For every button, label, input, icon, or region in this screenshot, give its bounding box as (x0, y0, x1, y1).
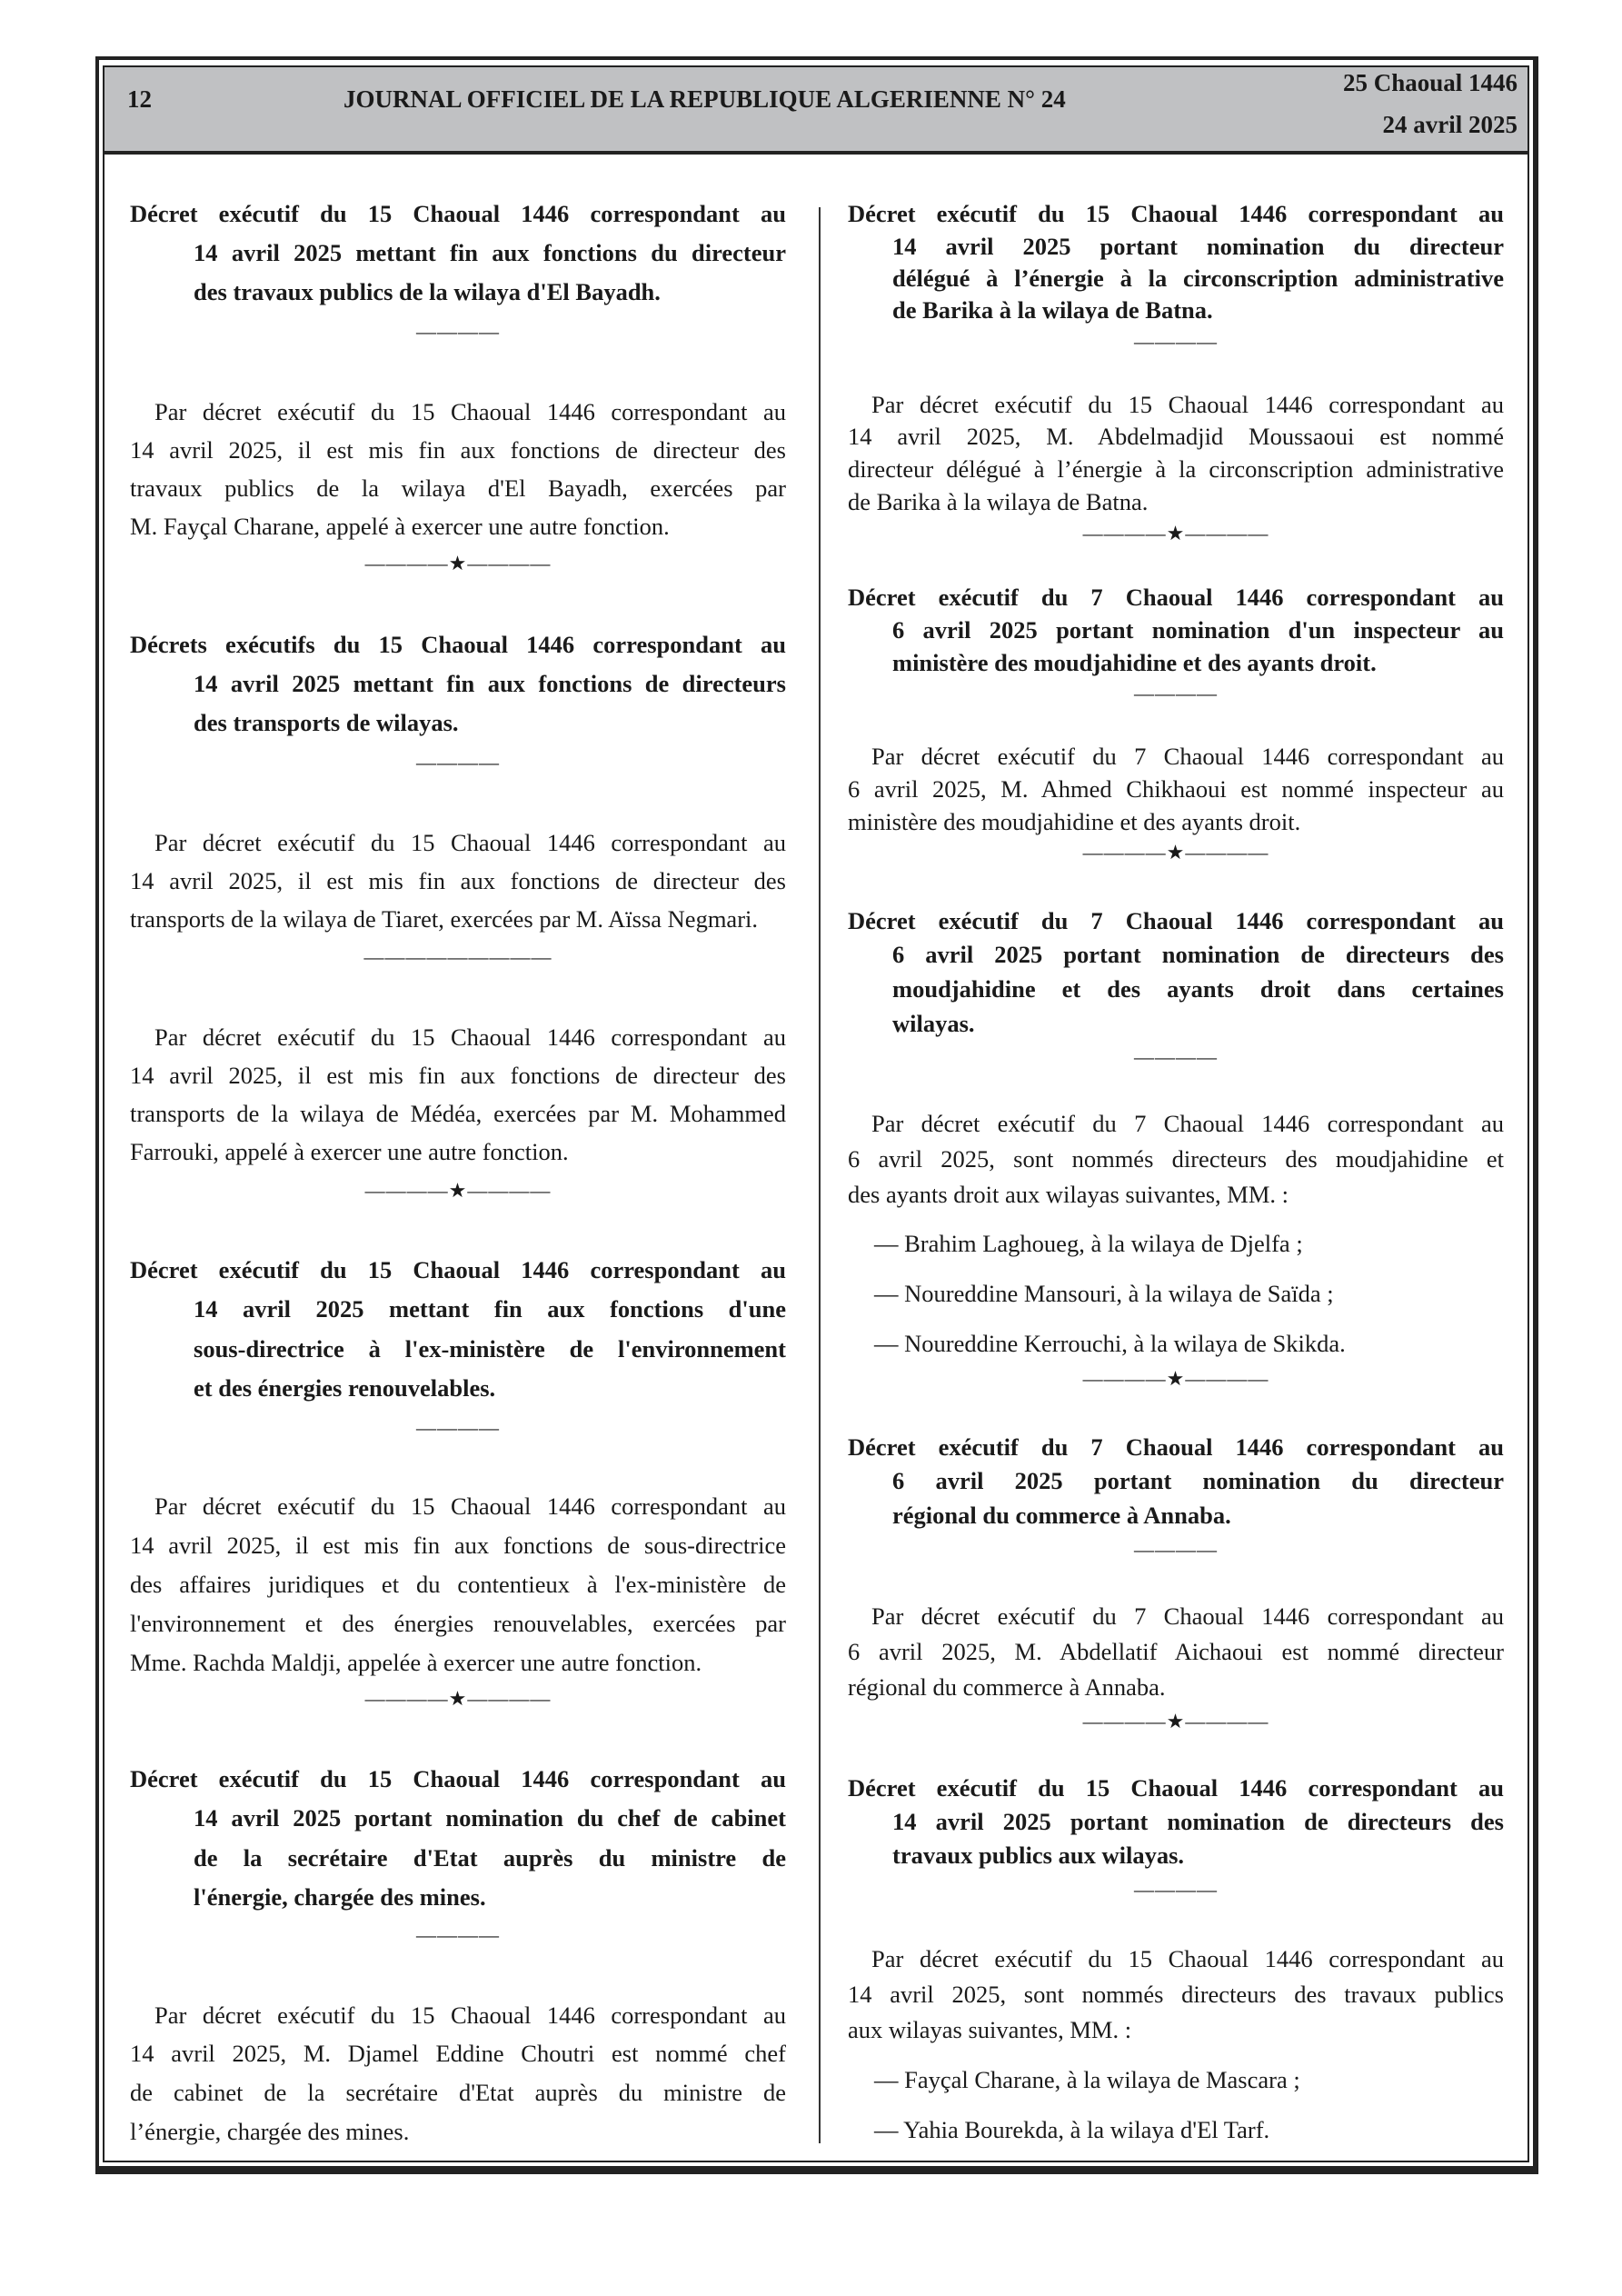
decree-heading-line: des transports de wilayas. (194, 709, 459, 737)
section-separator: ————★———— (364, 551, 552, 574)
section-separator: ———— (416, 1415, 500, 1439)
list-item: — Yahia Bourekda, à la wilaya d'El Tarf. (874, 2116, 1270, 2144)
decree-text-line: Par décret exécutif du 15 Chaoual 1446 correspondant au (154, 828, 786, 856)
column-divider (819, 207, 821, 2143)
decree-text-line: 6 avril 2025, M. Ahmed Chikhaoui est nommé inspecteur au (848, 775, 1504, 804)
section-separator: ————★———— (364, 1687, 552, 1711)
decree-text-line: 14 avril 2025, il est mis fin aux fonctions de directeur des (130, 1061, 786, 1089)
decree-text-line: Par décret exécutif du 7 Chaoual 1446 correspondant au (871, 1110, 1504, 1138)
decree-heading-line: l'énergie, chargée des mines. (194, 1882, 486, 1911)
list-item: — Fayçal Charane, à la wilaya de Mascara ; (874, 2066, 1300, 2093)
decree-heading-line: 6 avril 2025 portant nomination d'un inspecteur au (892, 615, 1504, 644)
decree-heading-line: wilayas. (892, 1009, 975, 1037)
section-separator: ————★———— (1082, 1709, 1269, 1732)
decree-heading-line: Décret exécutif du 15 Chaoual 1446 correspondant au (130, 200, 786, 228)
decree-heading-line: Décret exécutif du 15 Chaoual 1446 correspondant au (848, 1773, 1504, 1802)
decree-text-line: 6 avril 2025, M. Abdellatif Aichaoui est nommé directeur (848, 1638, 1504, 1666)
decree-text-line: l’énergie, chargée des mines. (130, 2117, 410, 2145)
decree-text-line: des ayants droit aux wilayas suivantes, MM. : (848, 1181, 1289, 1209)
section-separator: ———— (1134, 1045, 1218, 1069)
decree-heading-line: 14 avril 2025 mettant fin aux fonctions du directeur (194, 239, 786, 267)
decree-text-line: de Barika à la wilaya de Batna. (848, 487, 1149, 515)
page-number: 12 (127, 85, 152, 113)
decree-text-line: l'environnement et des énergies renouvelables, exercées par (130, 1609, 786, 1637)
decree-text-line: 14 avril 2025, sont nommés directeurs des travaux publics (848, 1980, 1504, 2008)
decree-heading-line: 14 avril 2025 mettant fin aux fonctions d'une (194, 1295, 786, 1323)
section-separator: ———— (1134, 681, 1218, 704)
decree-text-line: Par décret exécutif du 15 Chaoual 1446 correspondant au (871, 390, 1504, 418)
decree-text-line: ministère des moudjahidine et des ayants droit. (848, 807, 1301, 835)
decree-text-line: Par décret exécutif du 15 Chaoual 1446 correspondant au (154, 2001, 786, 2029)
section-separator: ————★———— (1082, 840, 1269, 863)
decree-heading-line: Décret exécutif du 7 Chaoual 1446 correspondant au (848, 1433, 1504, 1461)
decree-heading-line: de Barika à la wilaya de Batna. (892, 295, 1213, 324)
decree-text-line: directeur délégué à l’énergie à la circonscription administrative (848, 455, 1504, 484)
decree-heading-line: sous-directrice à l'ex-ministère de l'environnement (194, 1334, 786, 1363)
decree-heading-line: Décrets exécutifs du 15 Chaoual 1446 correspondant au (130, 631, 786, 659)
decree-text-line: 14 avril 2025, il est mis fin aux fonctions de sous-directrice (130, 1531, 786, 1559)
decree-heading-line: régional du commerce à Annaba. (892, 1501, 1231, 1529)
decree-text-line: Par décret exécutif du 15 Chaoual 1446 correspondant au (154, 1492, 786, 1520)
decree-heading-line: Décret exécutif du 7 Chaoual 1446 correspondant au (848, 584, 1504, 612)
decree-text-line: Mme. Rachda Maldji, appelée à exercer une autre fonction. (130, 1648, 702, 1676)
decree-text-line: 6 avril 2025, sont nommés directeurs des moudjahidine et (848, 1145, 1504, 1173)
decree-heading-line: Décret exécutif du 15 Chaoual 1446 correspondant au (130, 1256, 786, 1284)
decree-heading-line: Décret exécutif du 15 Chaoual 1446 correspondant au (130, 1764, 786, 1792)
decree-text-line: aux wilayas suivantes, MM. : (848, 2015, 1132, 2043)
decree-text-line: Par décret exécutif du 15 Chaoual 1446 correspondant au (154, 1023, 786, 1051)
section-separator: ———— (1134, 1538, 1218, 1562)
decree-heading-line: Décret exécutif du 7 Chaoual 1446 correspondant au (848, 906, 1504, 934)
decree-heading-line: et des énergies renouvelables. (194, 1374, 496, 1403)
decree-text-line: 14 avril 2025, M. Djamel Eddine Choutri est nommé chef (130, 2040, 786, 2068)
decree-text-line: 14 avril 2025, il est mis fin aux fonctions de directeur des (130, 866, 786, 894)
section-separator: ———— (416, 1922, 500, 1946)
decree-text-line: 14 avril 2025, M. Abdelmadjid Moussaoui est nommé (848, 423, 1504, 451)
decree-text-line: Par décret exécutif du 15 Chaoual 1446 correspondant au (154, 397, 786, 425)
decree-text-line: Par décret exécutif du 15 Chaoual 1446 correspondant au (871, 1944, 1504, 1972)
decree-text-line: M. Fayçal Charane, appelé à exercer une autre fonction. (130, 513, 670, 541)
section-separator: ———— (416, 750, 500, 774)
decree-heading-line: des travaux publics de la wilaya d'El Bayadh. (194, 278, 661, 306)
section-separator: ———— (1134, 1877, 1218, 1901)
decree-text-line: transports de la wilaya de Tiaret, exercées par M. Aïssa Negmari. (130, 904, 759, 933)
decree-heading-line: moudjahidine et des ayants droit dans certaines (892, 975, 1504, 1003)
decree-text-line: 14 avril 2025, il est mis fin aux fonctions de directeur des (130, 435, 786, 464)
decree-text-line: Par décret exécutif du 7 Chaoual 1446 correspondant au (871, 1602, 1504, 1631)
list-item: — Noureddine Mansouri, à la wilaya de Saïda ; (874, 1280, 1334, 1308)
decree-heading-line: 6 avril 2025 portant nomination du directeur (892, 1467, 1504, 1495)
decree-text-line: Farrouki, appelé à exercer une autre fonction. (130, 1138, 569, 1166)
decree-heading-line: de la secrétaire d'Etat auprès du ministre de (194, 1843, 786, 1872)
decree-heading-line: 14 avril 2025 portant nomination de directeurs des (892, 1808, 1504, 1836)
decree-heading-line: travaux publics aux wilayas. (892, 1842, 1185, 1870)
date-hijri: 25 Chaoual 1446 (1342, 69, 1518, 96)
decree-text-line: de cabinet de la secrétaire d'Etat auprès du ministre de (130, 2078, 786, 2106)
list-item: — Noureddine Kerrouchi, à la wilaya de Skikda. (874, 1330, 1346, 1358)
section-separator: ———— (1134, 330, 1218, 354)
decree-heading-line: délégué à l’énergie à la circonscription administrative (892, 264, 1504, 292)
date-gregorian: 24 avril 2025 (1382, 111, 1518, 138)
section-separator: ————————— (363, 945, 552, 969)
section-separator: ———— (416, 320, 500, 344)
decree-heading-line: 6 avril 2025 portant nomination de directeurs des (892, 941, 1504, 969)
decree-heading-line: 14 avril 2025 portant nomination du chef de cabinet (194, 1804, 786, 1832)
decree-text-line: Par décret exécutif du 7 Chaoual 1446 correspondant au (871, 743, 1504, 771)
decree-heading-line: ministère des moudjahidine et des ayants droit. (892, 648, 1377, 676)
decree-text-line: travaux publics de la wilaya d'El Bayadh, exercées par (130, 474, 786, 503)
section-separator: ————★———— (364, 1178, 552, 1202)
section-separator: ————★———— (1082, 1367, 1269, 1391)
journal-title: JOURNAL OFFICIEL DE LA REPUBLIQUE ALGERIENNE N° 24 (343, 85, 1066, 113)
decree-heading-line: 14 avril 2025 portant nomination du directeur (892, 232, 1504, 260)
decree-text-line: des affaires juridiques et du contentieux à l'ex-ministère de (130, 1570, 786, 1598)
decree-text-line: régional du commerce à Annaba. (848, 1673, 1166, 1702)
list-item: — Brahim Laghoueg, à la wilaya de Djelfa ; (874, 1229, 1303, 1257)
decree-heading-line: Décret exécutif du 15 Chaoual 1446 correspondant au (848, 200, 1504, 228)
decree-text-line: transports de la wilaya de Médéa, exercées par M. Mohammed (130, 1100, 786, 1128)
decree-heading-line: 14 avril 2025 mettant fin aux fonctions de directeurs (194, 670, 786, 698)
section-separator: ————★———— (1082, 522, 1269, 545)
